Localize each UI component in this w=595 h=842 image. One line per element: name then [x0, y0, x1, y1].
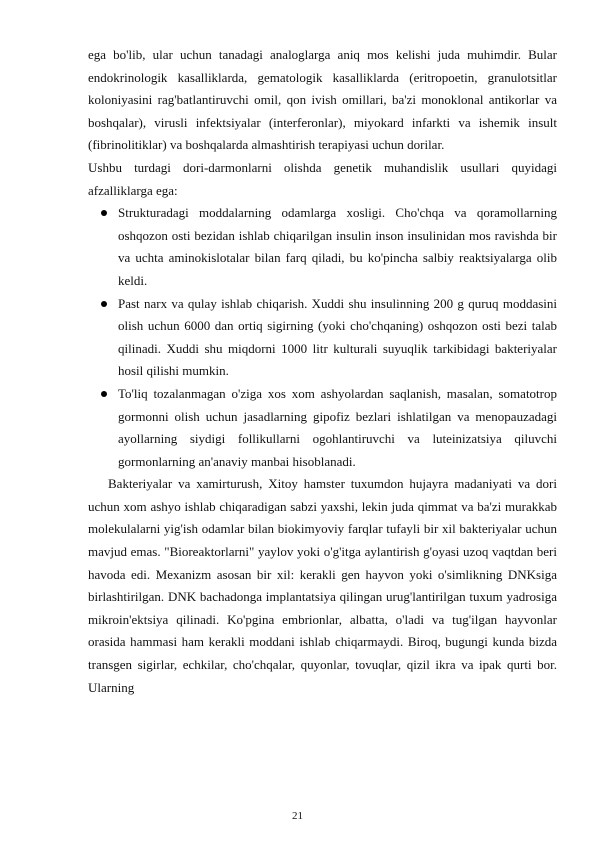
bullet-icon [101, 391, 107, 397]
list-item [88, 202, 557, 292]
paragraph-2: Ushbu turdagi dori-darmonlarni olishda genetik muhandislik usullari quyidagi afzalliklarga ega: [88, 159, 557, 198]
list-item-text: Past narx va qulay ishlab chiqarish. Xuddi shu insulinning 200 g quruq moddasini olish uchun 6000 dan ortiq sigirning (yoki cho'chqaning) oshqozon osti bezi talab qilinadi. Xuddi shu miqdorni 1000 litr kulturali suyuqlik tarkibidagi bakteriyalar hosil qilishi mumkin. [118, 295, 557, 379]
paragraph-3: Bakteriyalar va xamirturush, Xitoy hamster tuxumdon hujayra madaniyati va dori uchun xom ashyo ishlab chiqaradigan sabzi yaxshi, lekin juda qimmat va ba'zi murakkab molekulalarni yig'ish odamlar bilan biokimyoviy farqlar tufayli bir xil bakteriyalar uchun mavjud emas. "Bioreaktorlarni" yaylov yoki o'g'itga aylantirish g'oyasi uzoq vaqtdan beri havoda edi. Mexanizm asosan bir xil: kerakli gen hayvon yoki o'simlikning DNKsiga birlashtirilgan. DNK bachadonga implantatsiya qilingan urug'lantirilgan tuxum yadrosiga mikroin'ektsiya qilinadi. Ko'pgina embrionlar, albatta, o'ladi va tug'ilgan hayvonlar orasida hammasi ham kerakli moddani ishlab chiqarmaydi. Biroq, bugungi kunda bizda transgen sigirlar, echkilar, cho'chqalar, quyonlar, tovuqlar, qizil ikra va ipak qurti bor. Ularning [88, 476, 557, 695]
list-item [88, 293, 557, 383]
document-page [88, 44, 557, 699]
paragraph-1: ega bo'lib, ular uchun tanadagi analoglarga aniq mos kelishi juda muhimdir. Bular endokrinologik kasalliklarda, gematologik kasalliklarda (eritropoetin, granulotsitlar koloniyasini rag'batlantiruvchi omil, qon ivish omillari, ba'zi monoklonal antikorlar va boshqalar), virusli infektsiyalar (interferonlar), miyokard infarkti va ishemik insult (fibrinolitiklar) va boshqalarda almashtirish terapiyasi uchun dorilar. [88, 47, 557, 153]
bullet-icon [101, 301, 107, 307]
list-item-text: To'liq tozalanmagan o'ziga xos xom ashyolardan saqlanish, masalan, somatotrop gormonni olish uchun jasadlarning gipofiz bezlari ishlatilgan va menopauzadagi ayollarning siydigi follikullarni ogohlantiruvchi va luteinizatsiya qiluvchi gormonlarning an'anaviy manbai hisoblanadi. [118, 385, 557, 469]
bullet-icon [101, 210, 107, 216]
bullet-list [88, 202, 557, 473]
list-item-text: Strukturadagi moddalarning odamlarga xosligi. Cho'chqa va qoramollarning oshqozon osti bezidan ishlab chiqarilgan insulin inson insulinidan mos ravishda bir va uchta aminokislotalar bilan farq qiladi, bu ko'pincha salbiy reaktsiyalarga olib keldi. [118, 205, 557, 288]
page-number: 21 [292, 810, 303, 822]
list-item [88, 383, 557, 473]
